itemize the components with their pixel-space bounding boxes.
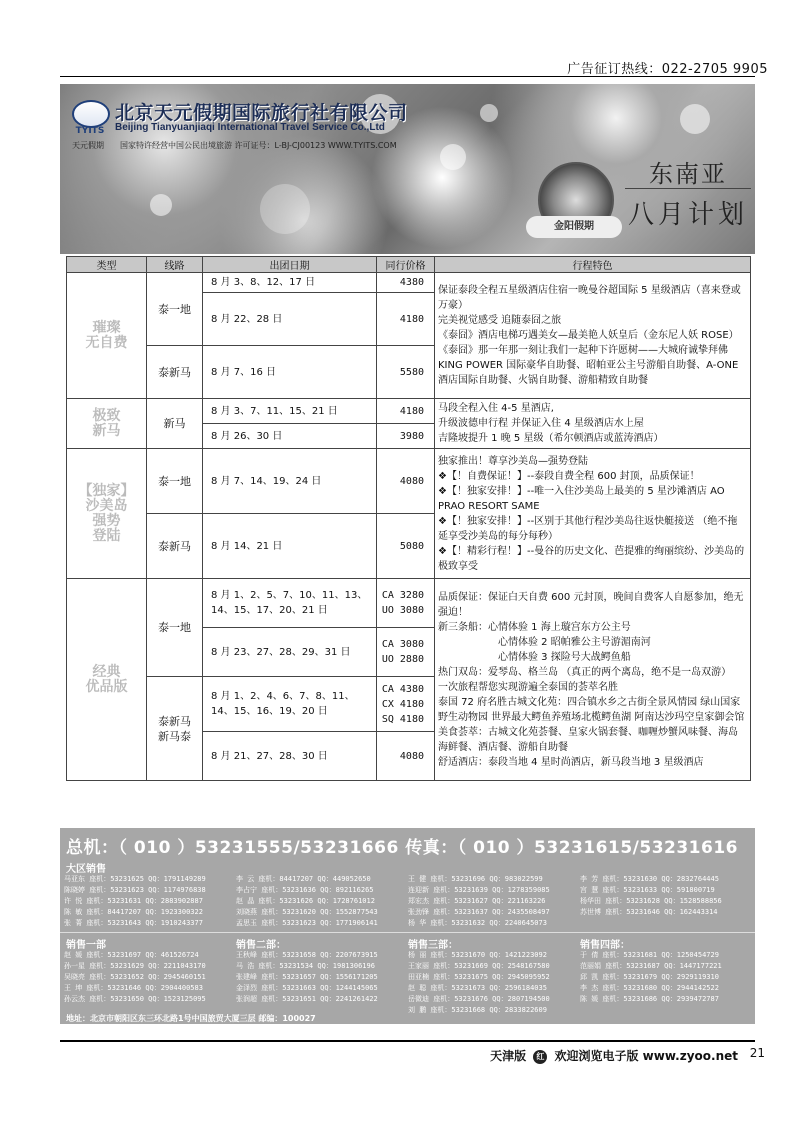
region-column — [408, 874, 550, 929]
footer-rule — [60, 1040, 755, 1042]
date-cell: 8 月 7、16 日 — [203, 346, 377, 399]
category-label: 优品版 — [85, 678, 128, 695]
contact-entry: 孟思玉 座机：53231623 QQ：1771906141 — [236, 919, 378, 927]
contact-entry: 刘晓燕 座机：53231620 QQ：1552877543 — [236, 908, 378, 916]
contact-entry: 马亚东 座机：53231625 QQ：1791149289 — [64, 875, 206, 883]
dept-column — [64, 950, 206, 1005]
feature-line: 热门双岛：爱琴岛、格兰岛 （真正的两个离岛，绝不是一岛双游） — [438, 666, 732, 678]
feature-line: 泰国 72 府名胜古城文化苑：四合镇水乡之古街全景风情园 绿山国家野生动物园 世界最大鳄鱼养殖场北榄鳄鱼湖 阿南达沙玛空皇家御会馆 — [438, 696, 745, 723]
category-label: 新马 — [92, 422, 121, 439]
contact-entry: 苏世博 座机：53231646 QQ：162443314 — [580, 908, 718, 916]
contact-entry: 杨 华 座机：53231632 QQ：2240645073 — [408, 919, 547, 927]
col-header-type: 类型 — [67, 257, 147, 273]
logo-abbr: TYITS — [75, 126, 105, 136]
newspaper-logo-icon: 红 — [533, 1050, 547, 1064]
feature-line: 《泰囧》那一年那一刻让我们一起种下许愿树——大城府诚挚拜佛 — [438, 345, 728, 356]
feature-line: 马段全程入住 4-5 星酒店, — [438, 403, 554, 414]
contact-entry: 孙一星 座机：53231629 QQ：2211043170 — [64, 962, 206, 970]
company-name-cn: 北京天元假期国际旅行社有限公司 — [115, 102, 408, 124]
dept-title: 销售二部： — [236, 940, 286, 951]
route-cell: 泰新马 新马泰 — [147, 677, 203, 781]
bokeh-light — [440, 144, 466, 170]
top-rule — [60, 76, 755, 77]
contact-entry: 张建峰 座机：53231657 QQ：1556171205 — [236, 973, 378, 981]
feature-cell — [435, 449, 751, 579]
ad-hotline: 广告征订热线：022-2705 9905 — [567, 62, 768, 77]
price-cell: 4180 — [377, 399, 435, 424]
contact-entry: 陈 媛 座机：53231686 QQ：2939472787 — [580, 995, 719, 1003]
feature-line: 心情体验 2 昭帕雅公主号游湄南河 — [498, 636, 651, 648]
route-cell: 泰一地 — [147, 273, 203, 346]
route-cell: 泰一地 — [147, 449, 203, 514]
tour-table — [66, 256, 751, 781]
bokeh-light — [480, 104, 498, 122]
footer-text — [490, 1047, 738, 1064]
contact-entry: 张劲锋 座机：53231637 QQ：2435508497 — [408, 908, 550, 916]
category-cell — [67, 579, 147, 781]
plan-divider — [625, 188, 751, 189]
feature-line: 美食荟萃：古城文化苑荟餐、皇家火锅套餐、咖喱炒蟹风味餐、海岛海鲜餐、酒店餐、游船自助餐 — [438, 726, 738, 753]
price-cell: CA 4380 CX 4180 SQ 4180 — [377, 677, 435, 732]
contact-entry: 田亚楠 座机：53231675 QQ：2945095952 — [408, 973, 550, 981]
feature-line: 升级波德申行程 并保证入住 4 星级酒店水上屋 — [438, 418, 644, 429]
date-cell: 8 月 26、30 日 — [203, 424, 377, 449]
contact-entry: 李 杰 座机：53231680 QQ：2944142522 — [580, 984, 719, 992]
section-divider — [60, 932, 755, 933]
contact-entry: 杨华田 座机：53231628 QQ：1528588856 — [580, 897, 722, 905]
price-cell: 4080 — [377, 449, 435, 514]
phone-fax-line: 总机：（ 010 ）53231555/53231666 传真：（ 010 ）53231615/53231616 — [66, 838, 738, 858]
col-header-price: 同行价格 — [377, 257, 435, 273]
category-label: 沙美岛 — [85, 497, 128, 514]
region-sales-title: 大区销售 — [66, 864, 106, 875]
feature-line: ❖【！精彩行程！】--曼谷的历史文化、芭提雅的绚丽缤纷、沙美岛的极致享受 — [438, 545, 745, 572]
dept-column — [236, 950, 378, 1005]
contact-entry: 赵 聪 座机：53231673 QQ：2596184035 — [408, 984, 547, 992]
feature-line: 保证泰段全程五星级酒店住宿一晚曼谷超国际 5 星级酒店（喜来登或万豪） — [438, 285, 741, 311]
company-logo-icon — [72, 100, 110, 128]
price-cell: 4180 — [377, 293, 435, 346]
price-cell: 5080 — [377, 514, 435, 579]
dept-title: 销售四部： — [580, 940, 630, 951]
category-label: 极致 — [92, 407, 121, 424]
feature-cell — [435, 273, 751, 399]
route-cell: 泰新马 — [147, 346, 203, 399]
contact-entry: 李 芳 座机：53231630 QQ：2832764445 — [580, 875, 719, 883]
dept-title: 销售三部： — [408, 940, 458, 951]
col-header-feature: 行程特色 — [435, 257, 751, 273]
date-cell: 8 月 21、27、28、30 日 — [203, 732, 377, 781]
feature-line: ❖【！独家安排！】--唯一入住沙美岛上最美的 5 星沙滩酒店 AO PRAO RESORT SAME — [438, 485, 725, 512]
bokeh-light — [680, 104, 710, 134]
contact-panel — [60, 828, 755, 1024]
company-name-en: Beijing Tianyuanjiaqi International Travel Service Co.,Ltd — [115, 122, 385, 133]
region-column — [236, 874, 378, 929]
date-cell: 8 月 3、8、12、17 日 — [203, 273, 377, 293]
feature-line: 吉隆坡提升 1 晚 5 星级（希尔顿酒店或蓝涛酒店） — [438, 433, 664, 444]
feature-line: 《泰囧》酒店电梯巧遇美女—最美艳人妖皇后（金东尼人妖 ROSE） — [438, 330, 739, 341]
feature-line: 独家推出！尊享沙美岛—强势登陆 — [438, 455, 588, 467]
category-label: 【独家】 — [78, 482, 135, 499]
category-label: 无自费 — [85, 334, 128, 351]
price-cell: CA 3280 UO 3080 — [377, 579, 435, 628]
table-row — [67, 449, 751, 514]
contact-entry: 陈晓婷 座机：53231623 QQ：1174976838 — [64, 886, 206, 894]
col-header-route: 线路 — [147, 257, 203, 273]
contact-entry: 张 菁 座机：53231643 QQ：1910243377 — [64, 919, 203, 927]
feature-line: 心情体验 3 探险号大战鳄鱼船 — [498, 651, 631, 663]
price-cell: 5580 — [377, 346, 435, 399]
contact-entry: 赵 晶 座机：53231626 QQ：1728761012 — [236, 897, 375, 905]
welcome-text[interactable]: 欢迎浏览电子版 www.zyoo.net — [554, 1049, 738, 1063]
category-cell — [67, 399, 147, 449]
feature-line: 品质保证：保证白天自费 600 元封顶，晚间自费客人自愿参加，绝无强迫！ — [438, 591, 744, 618]
contact-entry: 于 倩 座机：53231681 QQ：1250454729 — [580, 951, 719, 959]
bokeh-light — [150, 194, 172, 216]
contact-entry: 张润超 座机：53231651 QQ：2241261422 — [236, 995, 378, 1003]
dept-column — [580, 950, 722, 1005]
date-cell: 8 月 23、27、28、29、31 日 — [203, 628, 377, 677]
contact-entry: 王 坤 座机：53231646 QQ：2904400583 — [64, 984, 203, 992]
contact-entry: 金泽烈 座机：53231663 QQ：1244145065 — [236, 984, 378, 992]
feature-line: 一次旅程帮您实现游遍全泰国的荟萃名胜 — [438, 681, 618, 693]
plan-month: 八月计划 — [628, 200, 749, 230]
date-cell: 8 月 3、7、11、15、21 日 — [203, 399, 377, 424]
license-line: 国家特许经营中国公民出境旅游 许可证号：L-BJ-CJ00123 WWW.TYITS.COM — [120, 141, 397, 150]
feature-line: ❖【！自费保证！】--泰段自费全程 600 封顶，品质保证！ — [438, 470, 700, 482]
date-cell: 8 月 7、14、19、24 日 — [203, 449, 377, 514]
contact-entry: 孙云杰 座机：53231650 QQ：1523125095 — [64, 995, 206, 1003]
contact-entry: 岳微迪 座机：53231676 QQ：2807194500 — [408, 995, 550, 1003]
route-cell: 泰一地 — [147, 579, 203, 677]
table-row — [67, 273, 751, 293]
contact-entry: 赵 媛 座机：53231697 QQ：461526724 — [64, 951, 199, 959]
category-label: 璀璨 — [92, 319, 121, 336]
contact-entry: 王 健 座机：53231696 QQ：983022599 — [408, 875, 543, 883]
feature-cell — [435, 579, 751, 781]
feature-cell — [435, 399, 751, 449]
contact-entry: 李占宁 座机：53231636 QQ：892116265 — [236, 886, 374, 894]
plan-region: 东南亚 — [649, 160, 727, 188]
table-header-row — [67, 257, 751, 273]
contact-entry: 陈 敏 座机：84417207 QQ：1923300322 — [64, 908, 203, 916]
table-row — [67, 399, 751, 424]
company-address: 地址：北京市朝阳区东三环北路1号中国旅贸大厦三层 邮编：100027 — [66, 1014, 316, 1023]
contact-entry: 吴晓亮 座机：53231652 QQ：2945460151 — [64, 973, 206, 981]
route-cell: 泰新马 — [147, 514, 203, 579]
contact-entry: 连迎新 座机：53231639 QQ：1278359085 — [408, 886, 550, 894]
contact-entry: 马 浩 座机：53231534 QQ：1981306196 — [236, 962, 375, 970]
region-column — [580, 874, 722, 918]
category-cell — [67, 273, 147, 399]
date-cell: 8 月 22、28 日 — [203, 293, 377, 346]
category-cell — [67, 449, 147, 579]
contact-entry: 范丽娟 座机：53231687 QQ：1447177221 — [580, 962, 722, 970]
contact-entry: 王秋峰 座机：53231658 QQ：2207673915 — [236, 951, 378, 959]
feature-line: ❖【！独家安排！】--区别于其他行程沙美岛往返快艇接送 （绝不拖延享受沙美岛的每分每秒） — [438, 515, 738, 542]
bokeh-light — [260, 184, 310, 234]
contact-entry: 宫 慧 座机：53231633 QQ：591800719 — [580, 886, 715, 894]
contact-entry: 郑宏杰 座机：53231627 QQ：221163226 — [408, 897, 546, 905]
dept-column — [408, 950, 550, 1016]
feature-line: KING POWER 国际豪华自助餐、昭帕亚公主号游船自助餐、A-ONE 酒店国际自助餐、火锅自助餐、游船精致自助餐 — [438, 360, 739, 386]
contact-entry: 杨 丽 座机：53231670 QQ：1421223092 — [408, 951, 547, 959]
col-header-date: 出团日期 — [203, 257, 377, 273]
feature-line: 舒适酒店：泰段当地 4 星时尚酒店，新马段当地 3 星级酒店 — [438, 756, 704, 768]
contact-entry: 刘 鹏 座机：53231668 QQ：2833822609 — [408, 1006, 547, 1014]
price-cell: 4080 — [377, 732, 435, 781]
feature-line: 新三条船：心情体验 1 海上璇宫东方公主号 — [438, 621, 631, 633]
page-number: 21 — [749, 1046, 765, 1060]
seal-label: 金阳假期 — [526, 216, 622, 238]
date-cell: 8 月 14、21 日 — [203, 514, 377, 579]
contact-entry: 王家丽 座机：53231669 QQ：2548167580 — [408, 962, 550, 970]
price-cell: CA 3080 UO 2880 — [377, 628, 435, 677]
category-label: 强势 — [92, 512, 121, 529]
feature-line: 完美视觉感受 追随泰囧之旅 — [438, 315, 562, 326]
contact-entry: 许 悦 座机：53231631 QQ：2883902887 — [64, 897, 203, 905]
price-cell: 3980 — [377, 424, 435, 449]
edition-label: 天津版 — [490, 1049, 527, 1063]
contact-entry: 李 云 座机：84417207 QQ：449052650 — [236, 875, 371, 883]
contact-entry: 邱 凯 座机：53231679 QQ：2929119310 — [580, 973, 719, 981]
route-cell: 新马 — [147, 399, 203, 449]
table-row — [67, 579, 751, 628]
category-label: 经典 — [92, 663, 121, 680]
date-cell: 8 月 1、2、5、7、10、11、13、14、15、17、20、21 日 — [203, 579, 377, 628]
banner — [60, 84, 755, 254]
dept-title: 销售一部 — [66, 940, 106, 951]
brand-name: 天元假期 — [72, 141, 104, 150]
region-column — [64, 874, 206, 929]
date-cell: 8 月 1、2、4、6、7、8、11、14、15、16、19、20 日 — [203, 677, 377, 732]
category-label: 登陆 — [92, 527, 121, 544]
price-cell: 4380 — [377, 273, 435, 293]
